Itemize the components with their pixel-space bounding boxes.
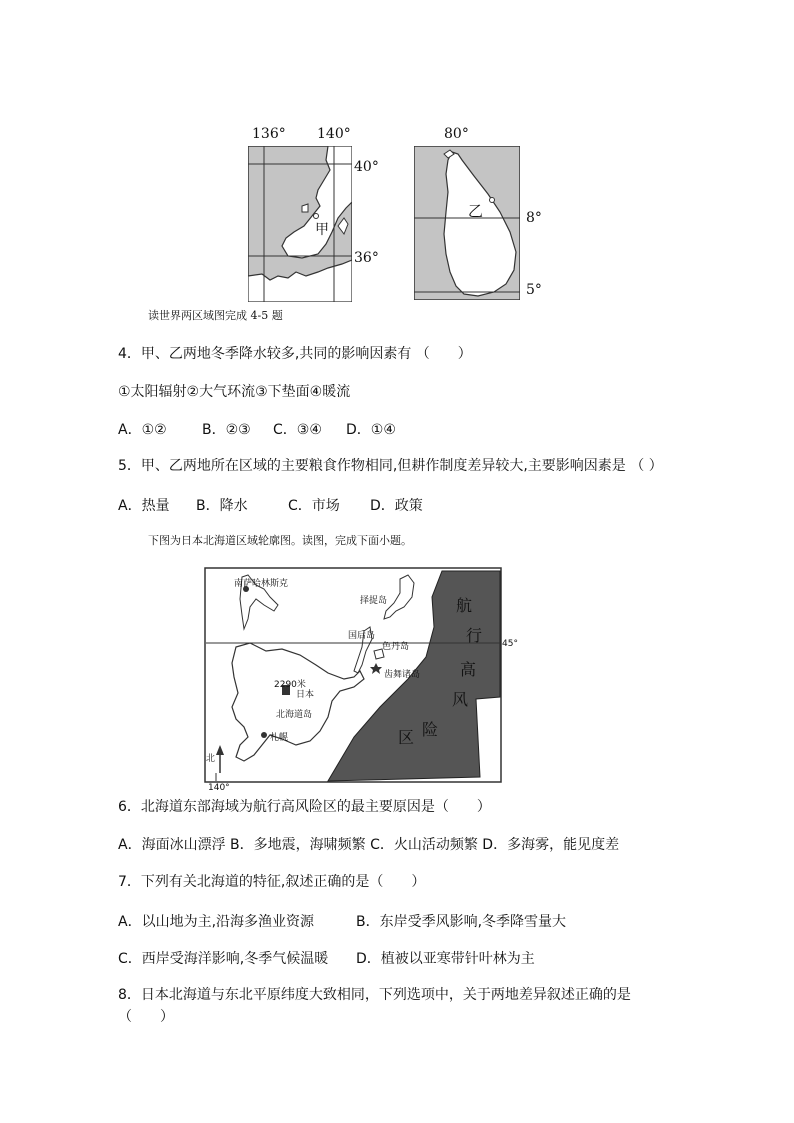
label-yuzhno: 南萨哈林斯克 — [234, 579, 289, 589]
lat-label-40: 40° — [354, 159, 379, 175]
question-5-option-b: B．降水 — [196, 498, 248, 514]
question-4-factors: ①太阳辐射②大气环流③下垫面④暖流 — [118, 384, 351, 400]
question-8-paren: （ ） — [118, 1009, 174, 1025]
risk-char-4: 风 — [452, 690, 469, 709]
risk-char-2: 行 — [466, 626, 483, 645]
place-yi: 乙 — [468, 202, 484, 220]
label-sapporo: 札幌 — [270, 733, 289, 743]
question-6-options: A．海面冰山漂浮 B．多地震，海啸频繁 C．火山活动频繁 D．多海雾，能见度差 — [118, 837, 620, 853]
question-5-option-c: C．市场 — [288, 498, 340, 514]
hokkaido-caption: 下图为日本北海道区域轮廓图。读图，完成下面小题。 — [148, 534, 412, 547]
lat-label-36: 36° — [354, 250, 379, 266]
question-6-stem: 6．北海道东部海域为航行高风险区的最主要原因是（ ） — [118, 799, 491, 815]
question-4-option-b: B．②③ — [202, 422, 251, 438]
label-japan: 日本 — [296, 690, 315, 700]
question-5-stem: 5．甲、乙两地所在区域的主要粮食作物相同,但耕作制度差异较大,主要影响因素是 （ ） — [118, 458, 663, 474]
question-7-option-b: B．东岸受季风影响,冬季降雪量大 — [356, 914, 567, 930]
question-4-option-c: C．③④ — [273, 422, 322, 438]
label-etorofu: 择捉岛 — [360, 596, 388, 606]
lat-label-8: 8° — [526, 210, 542, 226]
question-8-stem: 8．日本北海道与东北平原纬度大致相同，下列选项中，关于两地差异叙述正确的是 — [118, 987, 631, 1003]
label-hokkaido: 北海道岛 — [276, 710, 313, 720]
place-jia: 甲 — [315, 222, 329, 238]
label-north: 北 — [206, 754, 216, 764]
risk-char-1: 航 — [456, 596, 473, 615]
maps-caption: 读世界两区域图完成 4-5 题 — [148, 309, 283, 322]
question-7-option-c: C．西岸受海洋影响,冬季气候温暖 — [118, 951, 329, 967]
label-elevation: 2290米 — [274, 680, 306, 690]
label-lon-140: 140° — [208, 783, 230, 793]
question-7-stem: 7．下列有关北海道的特征,叙述正确的是（ ） — [118, 874, 426, 890]
question-5-option-a: A．热量 — [118, 498, 170, 514]
lon-label-136: 136° — [252, 126, 286, 142]
map-yi-graphic — [414, 146, 520, 300]
lon-label-80: 80° — [444, 126, 469, 142]
question-4-option-a: A．①② — [118, 422, 167, 438]
question-4-stem: 4．甲、乙两地冬季降水较多,共同的影响因素有 （ ） — [118, 346, 472, 362]
risk-char-5: 险 — [422, 720, 439, 739]
label-kunashir: 国后岛 — [348, 631, 376, 641]
map-yi — [408, 124, 558, 304]
risk-char-3: 高 — [460, 660, 477, 679]
risk-char-6: 区 — [398, 728, 415, 747]
lat-label-5: 5° — [526, 282, 542, 298]
question-7-option-a: A．以山地为主,沿海多渔业资源 — [118, 914, 315, 930]
map-jia — [240, 124, 390, 304]
question-7-option-d: D．植被以亚寒带针叶林为主 — [356, 951, 535, 967]
map-hokkaido — [204, 567, 518, 797]
map-jia-graphic — [248, 146, 352, 302]
label-lat-45: 45° — [502, 639, 518, 649]
question-5-option-d: D．政策 — [370, 498, 423, 514]
lon-label-140: 140° — [317, 126, 351, 142]
label-shikotan: 色丹岛 — [382, 642, 410, 652]
question-4-option-d: D．①④ — [346, 422, 396, 438]
label-habomai: 齿舞诸岛 — [384, 670, 421, 680]
